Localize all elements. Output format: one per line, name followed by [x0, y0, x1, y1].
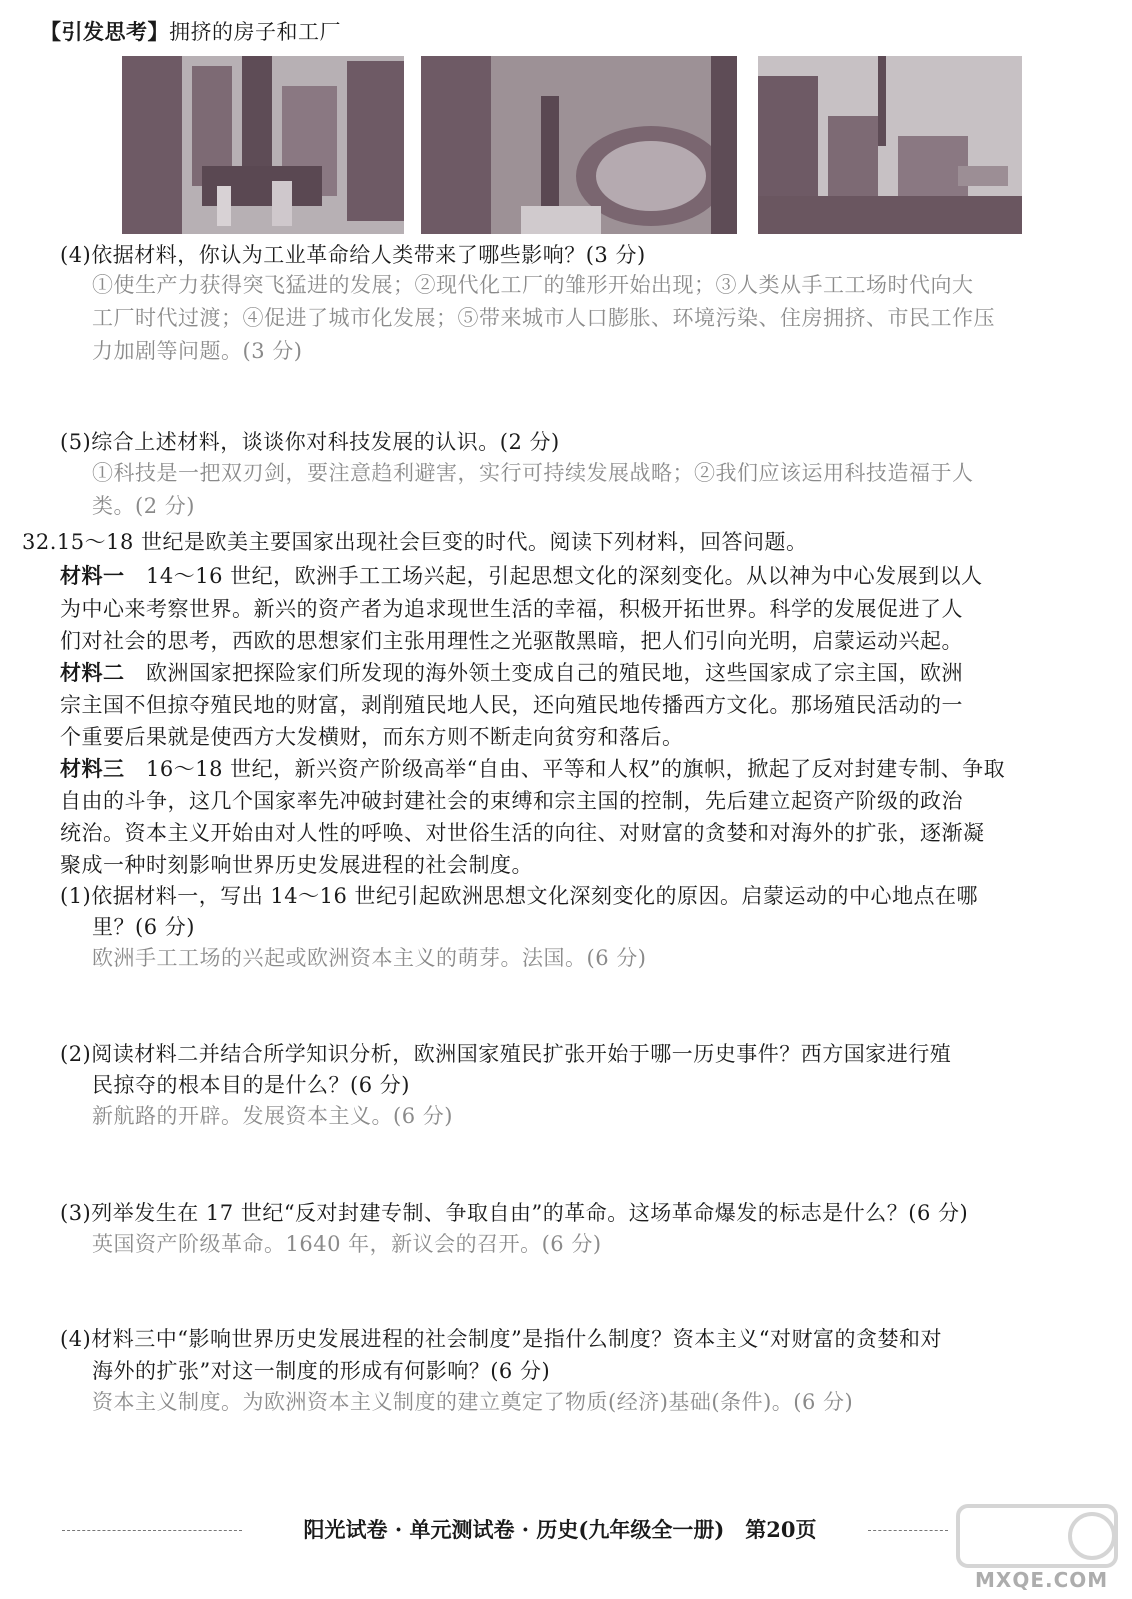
- photo-crowded-houses: [122, 56, 404, 234]
- q31-5-question: (5)综合上述材料，谈谈你对科技发展的认识。(2 分): [60, 430, 560, 454]
- q32-3-answer: 英国资产阶级革命。1640 年，新议会的召开。(6 分): [92, 1232, 602, 1256]
- q31-4-answer-line-2: 工厂时代过渡；④促进了城市化发展；⑤带来城市人口膨胀、环境污染、住房拥挤、市民工作压: [92, 306, 995, 330]
- photo-factory-chimneys: [758, 56, 1022, 234]
- footer-rule-left: [62, 1530, 242, 1531]
- q31-4-answer-line-3: 力加剧等问题。(3 分): [92, 339, 303, 363]
- q31-4-question: (4)依据材料，你认为工业革命给人类带来了哪些影响？(3 分): [60, 243, 646, 267]
- intro-tag: 【引发思考】: [40, 19, 169, 44]
- material-2-line-1: 材料二 欧洲国家把探险家们所发现的海外领土变成自己的殖民地，这些国家成了宗主国，欧洲: [60, 660, 964, 685]
- footer-text: 阳光试卷 · 单元测试卷 · 历史(九年级全一册) 第20页: [303, 1517, 817, 1542]
- material-1-line-1: 材料一 14～16 世纪，欧洲手工工场兴起，引起思想文化的深刻变化。从以神为中心发展到以人: [60, 563, 983, 588]
- q32-1-question-line-1: (1)依据材料一，写出 14～16 世纪引起欧洲思想文化深刻变化的原因。启蒙运动的中心地点在哪: [60, 884, 979, 908]
- watermark-text: MXQE.COM: [975, 1568, 1109, 1592]
- q32-3-question: (3)列举发生在 17 世纪“反对封建专制、争取自由”的革命。这场革命爆发的标志是什么？(6 分): [60, 1201, 969, 1225]
- intro-caption: [40, 18, 341, 46]
- material-3-line-3: 统治。资本主义开始由对人性的呼唤、对世俗生活的向往、对财富的贪婪和对海外的扩张，逐渐凝: [60, 821, 985, 845]
- q32-2-answer: 新航路的开辟。发展资本主义。(6 分): [92, 1104, 453, 1128]
- material-3-line-4: 聚成一种时刻影响世界历史发展进程的社会制度。: [60, 853, 533, 877]
- photo-factory-interior: [421, 56, 737, 234]
- q32-intro: 32.15～18 世纪是欧美主要国家出现社会巨变的时代。阅读下列材料，回答问题。: [22, 530, 808, 554]
- material-2-line-2: 宗主国不但掠夺殖民地的财富，剥削殖民地人民，还向殖民地传播西方文化。那场殖民活动的一: [60, 693, 963, 717]
- material-3-line-2: 自由的斗争，这几个国家率先冲破封建社会的束缚和宗主国的控制，先后建立起资产阶级的政治: [60, 789, 963, 813]
- material-2-line-3: 个重要后果就是使西方大发横财，而东方则不断走向贫穷和落后。: [60, 725, 684, 749]
- material-3-label: 材料三: [60, 756, 125, 781]
- q32-2-question-line-2: 民掠夺的根本目的是什么？(6 分): [92, 1073, 410, 1097]
- material-3-line-1: 材料三 16～18 世纪，新兴资产阶级高举“自由、平等和人权”的旗帜，掀起了反对封建专制、争取: [60, 756, 1006, 781]
- q32-4-question-line-2: 海外的扩张”对这一制度的形成有何影响？(6 分): [92, 1359, 551, 1383]
- q32-1-question-line-2: 里？(6 分): [92, 915, 195, 939]
- q32-4-question-line-1: (4)材料三中“影响世界历史发展进程的社会制度”是指什么制度？资本主义“对财富的贪婪和对: [60, 1327, 942, 1351]
- footer-rule-right: [868, 1530, 948, 1531]
- q31-5-answer-line-2: 类。(2 分): [92, 494, 195, 518]
- q31-4-answer-line-1: ①使生产力获得突飞猛进的发展；②现代化工厂的雏形开始出现；③人类从手工工场时代向大: [92, 273, 974, 297]
- intro-caption-text: 拥挤的房子和工厂: [169, 20, 341, 44]
- material-1-line-3: 们对社会的思考，西欧的思想家们主张用理性之光驱散黑暗，把人们引向光明，启蒙运动兴起。: [60, 629, 963, 653]
- q32-1-answer: 欧洲手工工场的兴起或欧洲资本主义的萌芽。法国。(6 分): [92, 946, 647, 970]
- q32-2-question-line-1: (2)阅读材料二并结合所学知识分析，欧洲国家殖民扩张开始于哪一历史事件？西方国家进行殖: [60, 1042, 952, 1066]
- material-1-label: 材料一: [60, 563, 125, 588]
- material-2-label: 材料二: [60, 660, 125, 685]
- q31-5-answer-line-1: ①科技是一把双刃剑，要注意趋利避害，实行可持续发展战略；②我们应该运用科技造福于人: [92, 461, 974, 485]
- material-1-line-2: 为中心来考察世界。新兴的资产者为追求现世生活的幸福，积极开拓世界。科学的发展促进了人: [60, 597, 963, 621]
- q32-4-answer: 资本主义制度。为欧洲资本主义制度的建立奠定了物质(经济)基础(条件)。(6 分): [92, 1390, 854, 1414]
